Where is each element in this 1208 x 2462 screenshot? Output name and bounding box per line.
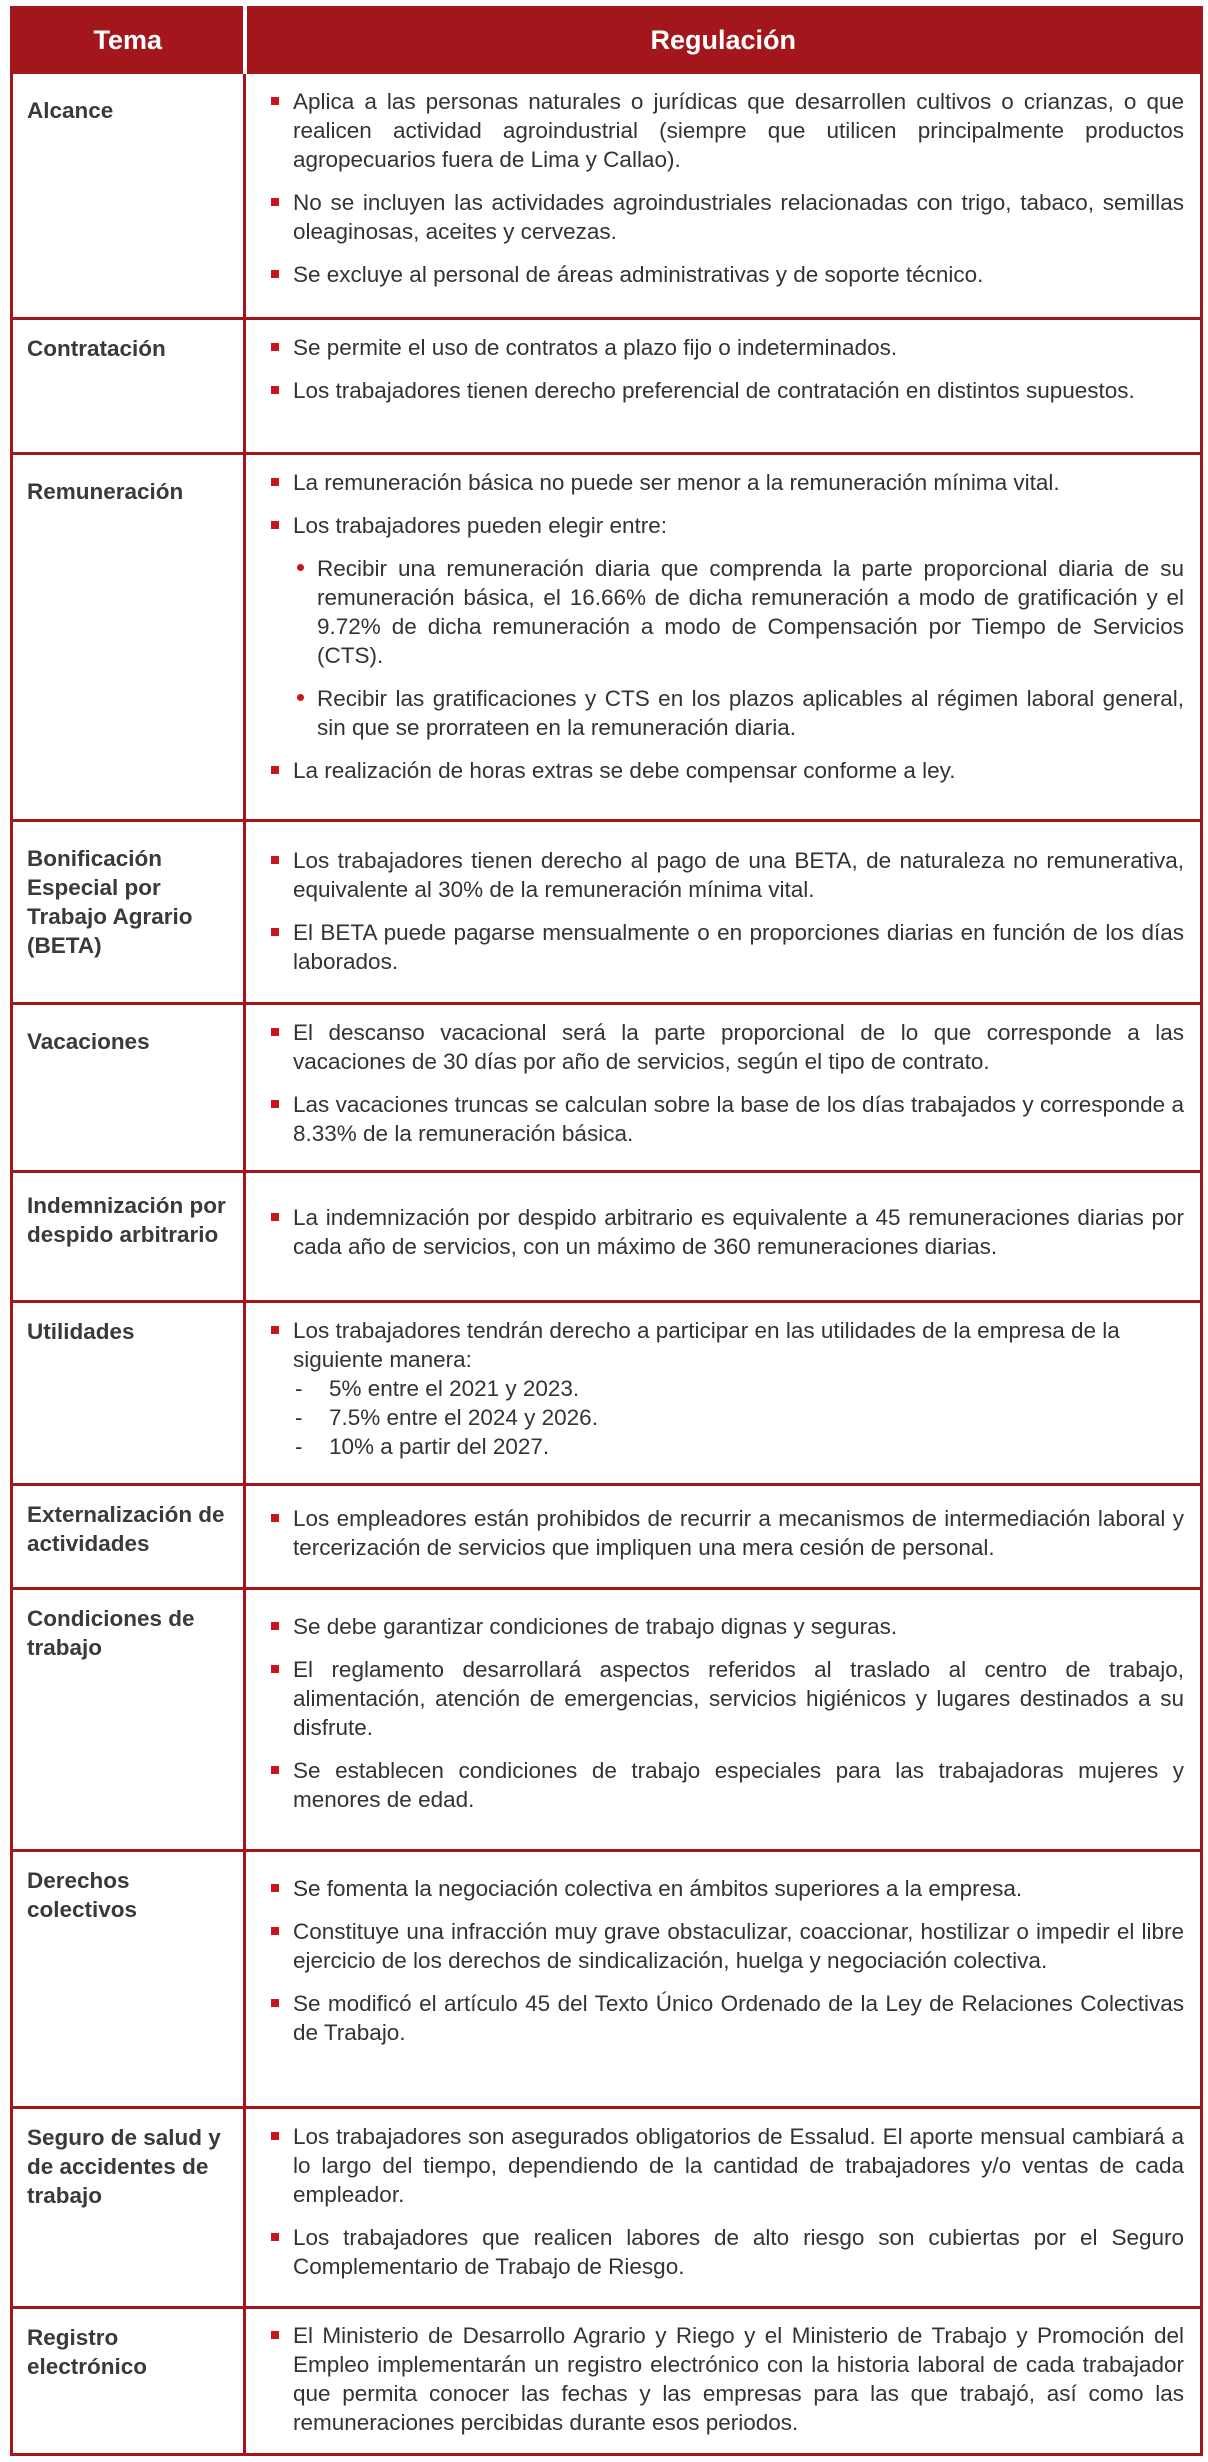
item-text: Los trabajadores tendrán derecho a participar en las utilidades de la empresa de la siguiente manera: <box>293 1318 1120 1372</box>
item-text: El BETA puede pagarse mensualmente o en proporciones diarias en función de los días laborados. <box>293 920 1184 974</box>
square-bullet-icon <box>271 478 279 486</box>
regulation-cell <box>245 319 1202 454</box>
list-item <box>271 2122 1184 2209</box>
list-item <box>271 918 1184 976</box>
square-bullet-icon <box>271 386 279 394</box>
square-bullet-icon <box>271 1326 279 1334</box>
list-item <box>271 1504 1184 1562</box>
topic-cell: Externalización de actividades <box>12 1485 245 1589</box>
square-bullet-icon <box>271 2132 279 2140</box>
list-item <box>271 333 1184 362</box>
item-text: El reglamento desarrollará aspectos referidos al traslado al centro de trabajo, alimentación, atención de emergencias, servicios higiénicos y lugares destinados a su disfrute. <box>293 1657 1184 1740</box>
square-bullet-icon <box>271 766 279 774</box>
item-text: Los trabajadores que realicen labores de alto riesgo son cubiertas por el Seguro Complementario de Trabajo de Riesgo. <box>293 2225 1184 2279</box>
list-item <box>271 87 1184 174</box>
table-row <box>12 2108 1202 2308</box>
list-item <box>271 2223 1184 2281</box>
topic-cell: Indemnización por despido arbitrario <box>12 1172 245 1302</box>
square-bullet-icon <box>271 198 279 206</box>
dash-item-text: 5% entre el 2021 y 2023. <box>329 1376 580 1401</box>
list-item <box>271 260 1184 289</box>
regulation-table <box>10 6 1203 2456</box>
topic-cell: Vacaciones <box>12 1004 245 1172</box>
regulation-cell <box>245 1589 1202 1851</box>
sub-item-text: Recibir las gratificaciones y CTS en los plazos aplicables al régimen laboral general, sin que se prorrateen en la remuneración diaria. <box>317 686 1184 740</box>
list-item <box>271 1874 1184 1903</box>
topic-cell: Derechos colectivos <box>12 1851 245 2108</box>
regulation-cell <box>245 73 1202 319</box>
table-row <box>12 319 1202 454</box>
square-bullet-icon <box>271 1622 279 1630</box>
list-item <box>271 1018 1184 1076</box>
item-text: Los empleadores están prohibidos de recurrir a mecanismos de intermediación laboral y tercerización de servicios que impliquen una mera cesión de personal. <box>293 1506 1184 1560</box>
square-bullet-icon <box>271 928 279 936</box>
list-item <box>271 756 1184 785</box>
topic-cell: Condiciones de trabajo <box>12 1589 245 1851</box>
regulation-cell <box>245 2108 1202 2308</box>
square-bullet-icon <box>271 1514 279 1522</box>
list-item <box>271 468 1184 497</box>
dash-list-item <box>293 1403 1184 1432</box>
item-text: Los trabajadores tienen derecho preferencial de contratación en distintos supuestos. <box>293 378 1135 403</box>
item-text: La indemnización por despido arbitrario es equivalente a 45 remuneraciones diarias por cada año de servicios, con un máximo de 360 remuneraciones diarias. <box>293 1205 1184 1259</box>
regulation-cell <box>245 1851 1202 2108</box>
square-bullet-icon <box>271 343 279 351</box>
regulation-cell <box>245 2308 1202 2455</box>
square-bullet-icon <box>271 1766 279 1774</box>
regulation-cell <box>245 1302 1202 1485</box>
list-item <box>271 188 1184 246</box>
list-item <box>271 1917 1184 1975</box>
round-bullet-icon <box>297 694 304 701</box>
dash-item-text: 7.5% entre el 2024 y 2026. <box>329 1405 598 1430</box>
item-text: No se incluyen las actividades agroindustriales relacionadas con trigo, tabaco, semillas oleaginosas, aceites y cervezas. <box>293 190 1184 244</box>
list-item <box>271 1756 1184 1814</box>
list-item <box>271 511 1184 742</box>
sub-list-item <box>293 554 1184 670</box>
square-bullet-icon <box>271 1665 279 1673</box>
item-text: La remuneración básica no puede ser menor a la remuneración mínima vital. <box>293 470 1060 495</box>
list-item <box>271 1612 1184 1641</box>
topic-cell: Remuneración <box>12 454 245 821</box>
list-item <box>271 376 1184 405</box>
regulation-cell <box>245 454 1202 821</box>
item-text: Aplica a las personas naturales o jurídicas que desarrollen cultivos o crianzas, o que realicen actividad agroindustrial (siempre que utilicen principalmente productos agropecuarios fuera de Lima y Callao). <box>293 89 1184 172</box>
item-text: El descanso vacacional será la parte proporcional de lo que corresponde a las vacaciones de 30 días por año de servicios, según el tipo de contrato. <box>293 1020 1184 1074</box>
item-text: Los trabajadores son asegurados obligatorios de Essalud. El aporte mensual cambiará a lo largo del tiempo, dependiendo de la cantidad de trabajadores y/o ventas de cada empleador. <box>293 2124 1184 2207</box>
square-bullet-icon <box>271 2233 279 2241</box>
table-row <box>12 2308 1202 2455</box>
table-row <box>12 73 1202 319</box>
square-bullet-icon <box>271 1999 279 2007</box>
item-text: La realización de horas extras se debe compensar conforme a ley. <box>293 758 956 783</box>
list-item <box>271 1090 1184 1148</box>
item-text: Se fomenta la negociación colectiva en ámbitos superiores a la empresa. <box>293 1876 1023 1901</box>
table-row <box>12 454 1202 821</box>
dash-list-item <box>293 1374 1184 1403</box>
round-bullet-icon <box>297 564 304 571</box>
item-text: Las vacaciones truncas se calculan sobre la base de los días trabajados y corresponde a 8.33% de la remuneración básica. <box>293 1092 1184 1146</box>
table-row <box>12 1485 1202 1589</box>
dash-item-text: 10% a partir del 2027. <box>329 1434 550 1459</box>
list-item <box>271 1203 1184 1261</box>
header-tema: Tema <box>12 8 245 73</box>
topic-cell: Alcance <box>12 73 245 319</box>
square-bullet-icon <box>271 1927 279 1935</box>
sub-list-item <box>293 684 1184 742</box>
item-text: Se establecen condiciones de trabajo especiales para las trabajadoras mujeres y menores de edad. <box>293 1758 1184 1812</box>
square-bullet-icon <box>271 521 279 529</box>
item-text: Se excluye al personal de áreas administrativas y de soporte técnico. <box>293 262 984 287</box>
topic-cell: Contratación <box>12 319 245 454</box>
table-row <box>12 1589 1202 1851</box>
topic-cell: Utilidades <box>12 1302 245 1485</box>
regulation-table-wrapper <box>10 6 1200 2456</box>
sub-item-text: Recibir una remuneración diaria que comprenda la parte proporcional diaria de su remuneración básica, el 16.66% de dicha remuneración a modo de gratificación y el 9.72% de dicha remuneración a modo de Compensación por Tiempo de Servicios (CTS). <box>317 556 1184 668</box>
table-row <box>12 1851 1202 2108</box>
square-bullet-icon <box>271 1213 279 1221</box>
regulation-cell <box>245 821 1202 1004</box>
item-text: Los trabajadores pueden elegir entre: <box>293 513 668 538</box>
dash-bullet-icon: - <box>295 1376 303 1401</box>
list-item <box>271 846 1184 904</box>
table-row <box>12 821 1202 1004</box>
table-row <box>12 1172 1202 1302</box>
topic-cell: Registro electrónico <box>12 2308 245 2455</box>
square-bullet-icon <box>271 1100 279 1108</box>
regulation-cell <box>245 1004 1202 1172</box>
item-text: Se modificó el artículo 45 del Texto Único Ordenado de la Ley de Relaciones Colectivas de Trabajo. <box>293 1991 1184 2045</box>
square-bullet-icon <box>271 97 279 105</box>
item-text: El Ministerio de Desarrollo Agrario y Riego y el Ministerio de Trabajo y Promoción del Empleo implementarán un registro electrónico con la historia laboral de cada trabajador que permita conocer las fechas y las empresas para las que trabajó, así como las remuneraciones percibidas durante esos periodos. <box>293 2323 1184 2435</box>
square-bullet-icon <box>271 1028 279 1036</box>
item-text: Se permite el uso de contratos a plazo fijo o indeterminados. <box>293 335 898 360</box>
list-item <box>271 1989 1184 2047</box>
item-text: Se debe garantizar condiciones de trabajo dignas y seguras. <box>293 1614 898 1639</box>
list-item <box>271 2321 1184 2437</box>
regulation-cell <box>245 1485 1202 1589</box>
item-text: Los trabajadores tienen derecho al pago de una BETA, de naturaleza no remunerativa, equivalente al 30% de la remuneración mínima vital. <box>293 848 1184 902</box>
topic-cell: Bonificación Especial por Trabajo Agrario (BETA) <box>12 821 245 1004</box>
square-bullet-icon <box>271 270 279 278</box>
square-bullet-icon <box>271 1884 279 1892</box>
table-row <box>12 1004 1202 1172</box>
square-bullet-icon <box>271 856 279 864</box>
header-regulacion: Regulación <box>245 8 1202 73</box>
topic-cell: Seguro de salud y de accidentes de trabajo <box>12 2108 245 2308</box>
dash-bullet-icon: - <box>295 1434 303 1459</box>
dash-bullet-icon: - <box>295 1405 303 1430</box>
square-bullet-icon <box>271 2331 279 2339</box>
list-item <box>271 1655 1184 1742</box>
regulation-cell <box>245 1172 1202 1302</box>
dash-list-item <box>293 1432 1184 1461</box>
table-header-row <box>12 8 1202 73</box>
list-item <box>271 1316 1184 1461</box>
table-row <box>12 1302 1202 1485</box>
item-text: Constituye una infracción muy grave obstaculizar, coaccionar, hostilizar o impedir el libre ejercicio de los derechos de sindicalización, huelga y negociación colectiva. <box>293 1919 1184 1973</box>
